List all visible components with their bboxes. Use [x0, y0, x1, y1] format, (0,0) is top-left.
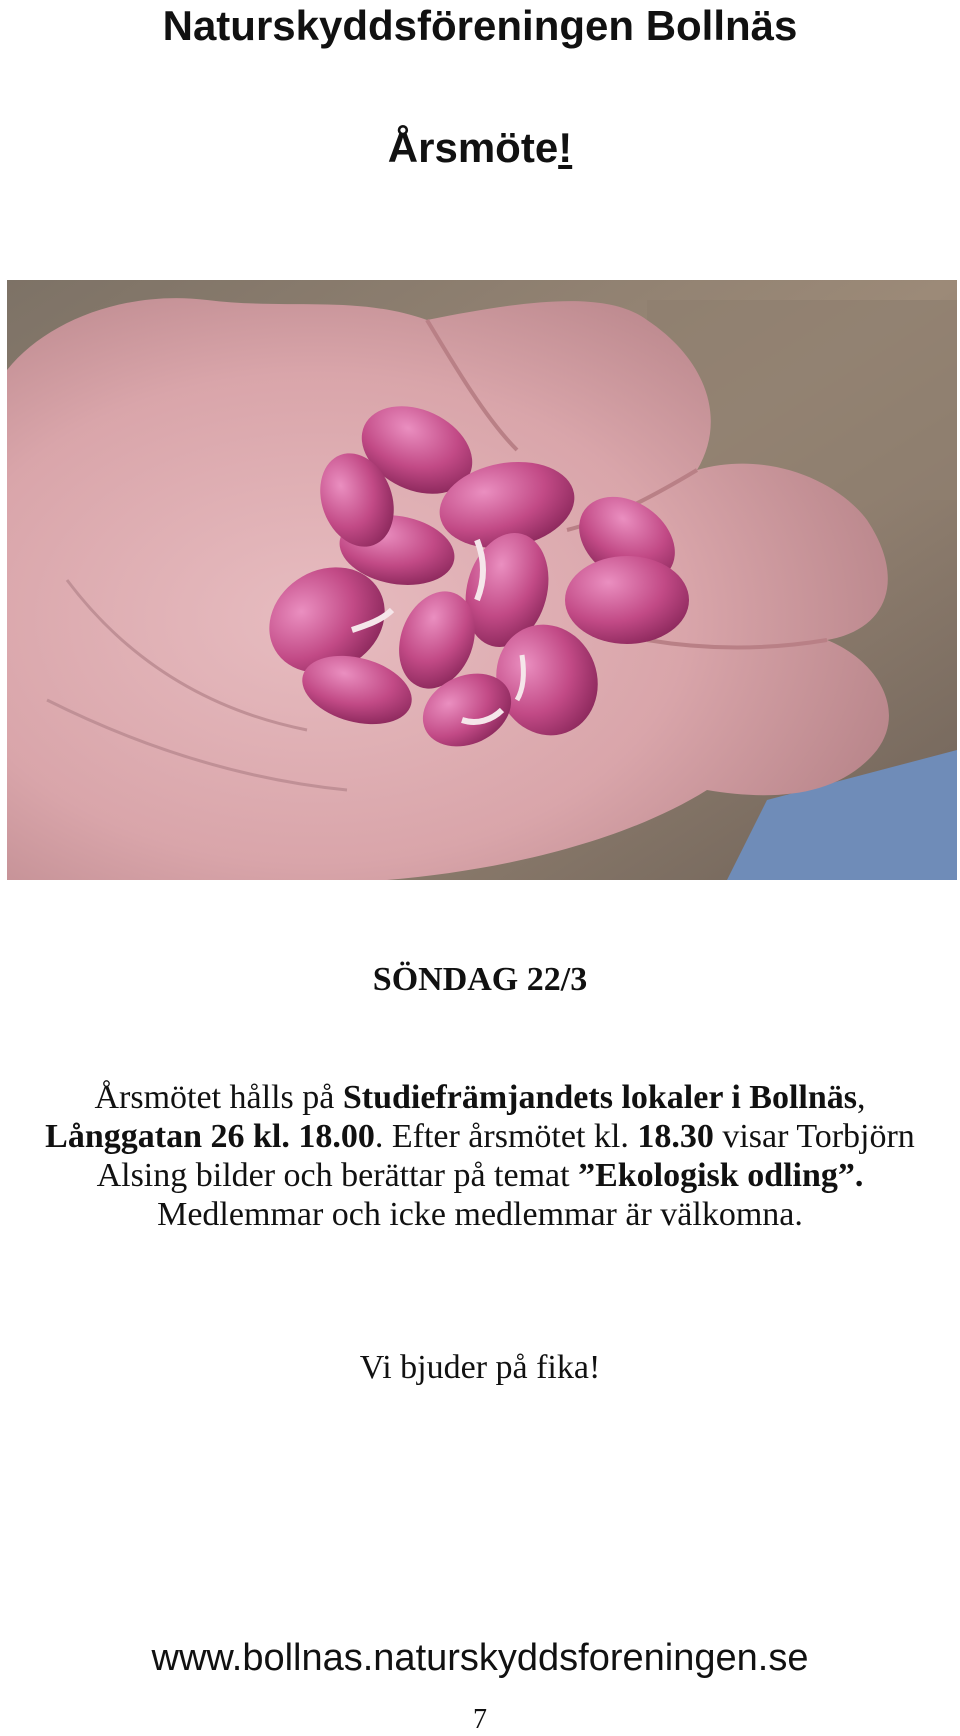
text-segment: visar Torbjörn Alsing bilder och berättar på temat	[96, 1118, 915, 1194]
page-number: 7	[473, 1704, 487, 1735]
website-link[interactable]: www.bollnas.naturskyddsforeningen.se	[151, 1637, 809, 1679]
meeting-title-text: Årsmöte	[387, 124, 559, 171]
talk-time: 18.30	[637, 1118, 714, 1155]
event-date: SÖNDAG 22/3	[372, 961, 588, 998]
text-segment: . Efter årsmötet kl.	[374, 1118, 638, 1155]
photo-illustration	[7, 280, 957, 880]
hand-with-beans-photo	[7, 280, 957, 880]
venue-name: Studiefrämjandets lokaler i Bollnäs	[342, 1079, 857, 1116]
fika-line: Vi bjuder på fika!	[359, 1349, 601, 1386]
talk-theme: ”Ekologisk odling”.	[578, 1157, 864, 1194]
venue-address-time: Långgatan 26 kl. 18.00	[45, 1118, 375, 1155]
welcome-line: Medlemmar och icke medlemmar är välkomna.	[157, 1196, 803, 1233]
meeting-title-punct: !	[558, 124, 573, 171]
organization-title: Naturskyddsföreningen Bollnäs	[162, 2, 798, 49]
text-segment: Årsmötet hålls på	[94, 1079, 343, 1116]
event-paragraph	[30, 1078, 930, 1195]
text-segment: ,	[856, 1079, 866, 1116]
meeting-title	[0, 124, 960, 172]
event-description	[30, 1078, 930, 1234]
